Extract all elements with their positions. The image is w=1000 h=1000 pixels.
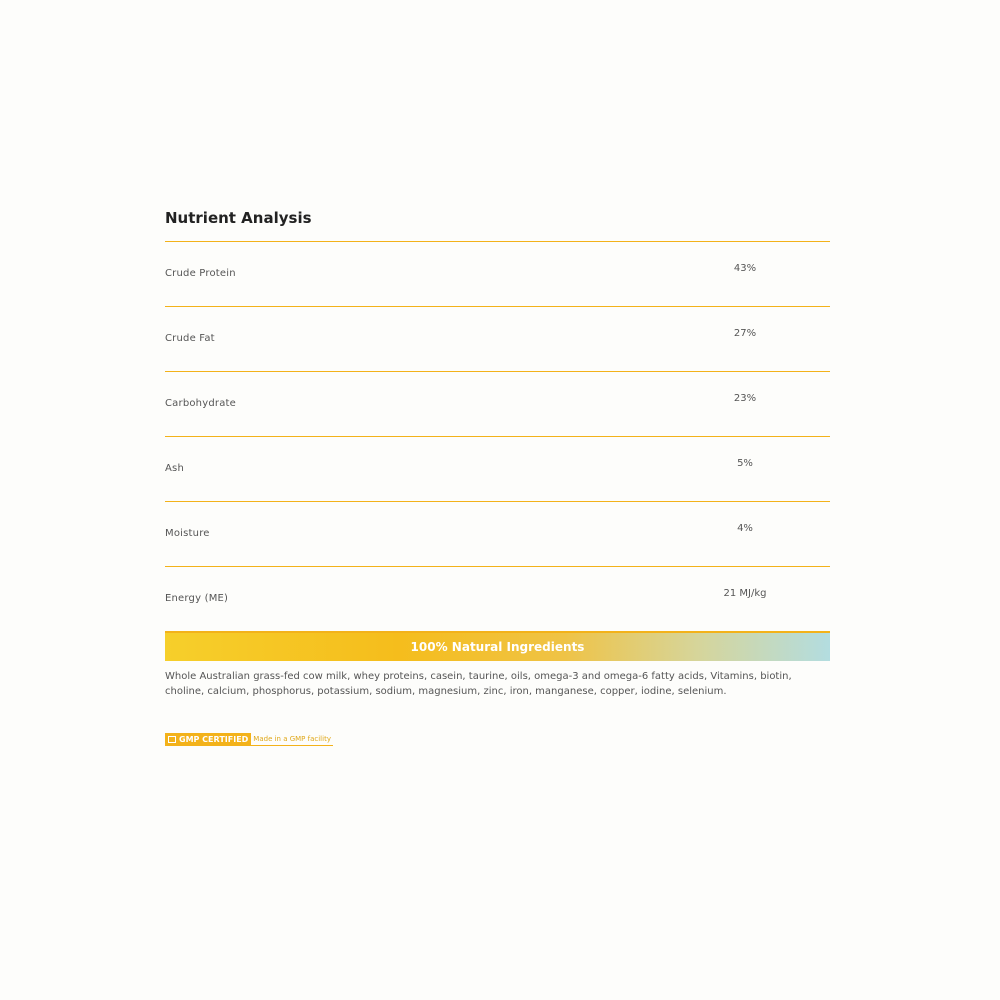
nutrient-label: Carbohydrate [165, 398, 237, 409]
natural-ingredients-banner: 100% Natural Ingredients [165, 633, 830, 661]
nutrient-label: Ash [165, 463, 184, 474]
panel-title: Nutrient Analysis [165, 205, 830, 242]
nutrient-row [165, 567, 830, 633]
nutrient-table [165, 242, 830, 633]
nutrient-row [165, 502, 830, 567]
nutrient-value: 5% [737, 458, 753, 469]
nutrient-row [165, 437, 830, 502]
nutrient-row [165, 242, 830, 307]
nutrient-value: 23% [733, 393, 757, 404]
nutrient-value: 4% [737, 523, 753, 534]
nutrient-label: Crude Protein [165, 268, 236, 279]
nutrient-label: Moisture [165, 528, 210, 539]
nutrient-panel [165, 205, 830, 709]
nutrient-row [165, 372, 830, 437]
gmp-certified-badge [165, 733, 333, 746]
gmp-facility-text: Made in a GMP facility [251, 733, 333, 746]
nutrient-value: 43% [733, 263, 757, 274]
ingredients-text: Whole Australian grass-fed cow milk, whey proteins, casein, taurine, oils, omega-3 and omega-6 fatty acids, Vitamins, biotin, choline, calcium, phosphorus, potassium, sodium, magnesium, zinc, iron, manganese, copper, iodine, selenium. [165, 671, 792, 697]
nutrient-value: 21 MJ/kg [723, 588, 767, 599]
certificate-icon [168, 736, 176, 743]
nutrient-value: 27% [733, 328, 757, 339]
gmp-badge-box [165, 733, 251, 746]
gmp-badge-label: GMP CERTIFIED [179, 735, 249, 744]
nutrient-label: Energy (ME) [165, 593, 229, 604]
nutrient-row [165, 307, 830, 372]
nutrient-label: Crude Fat [165, 333, 215, 344]
